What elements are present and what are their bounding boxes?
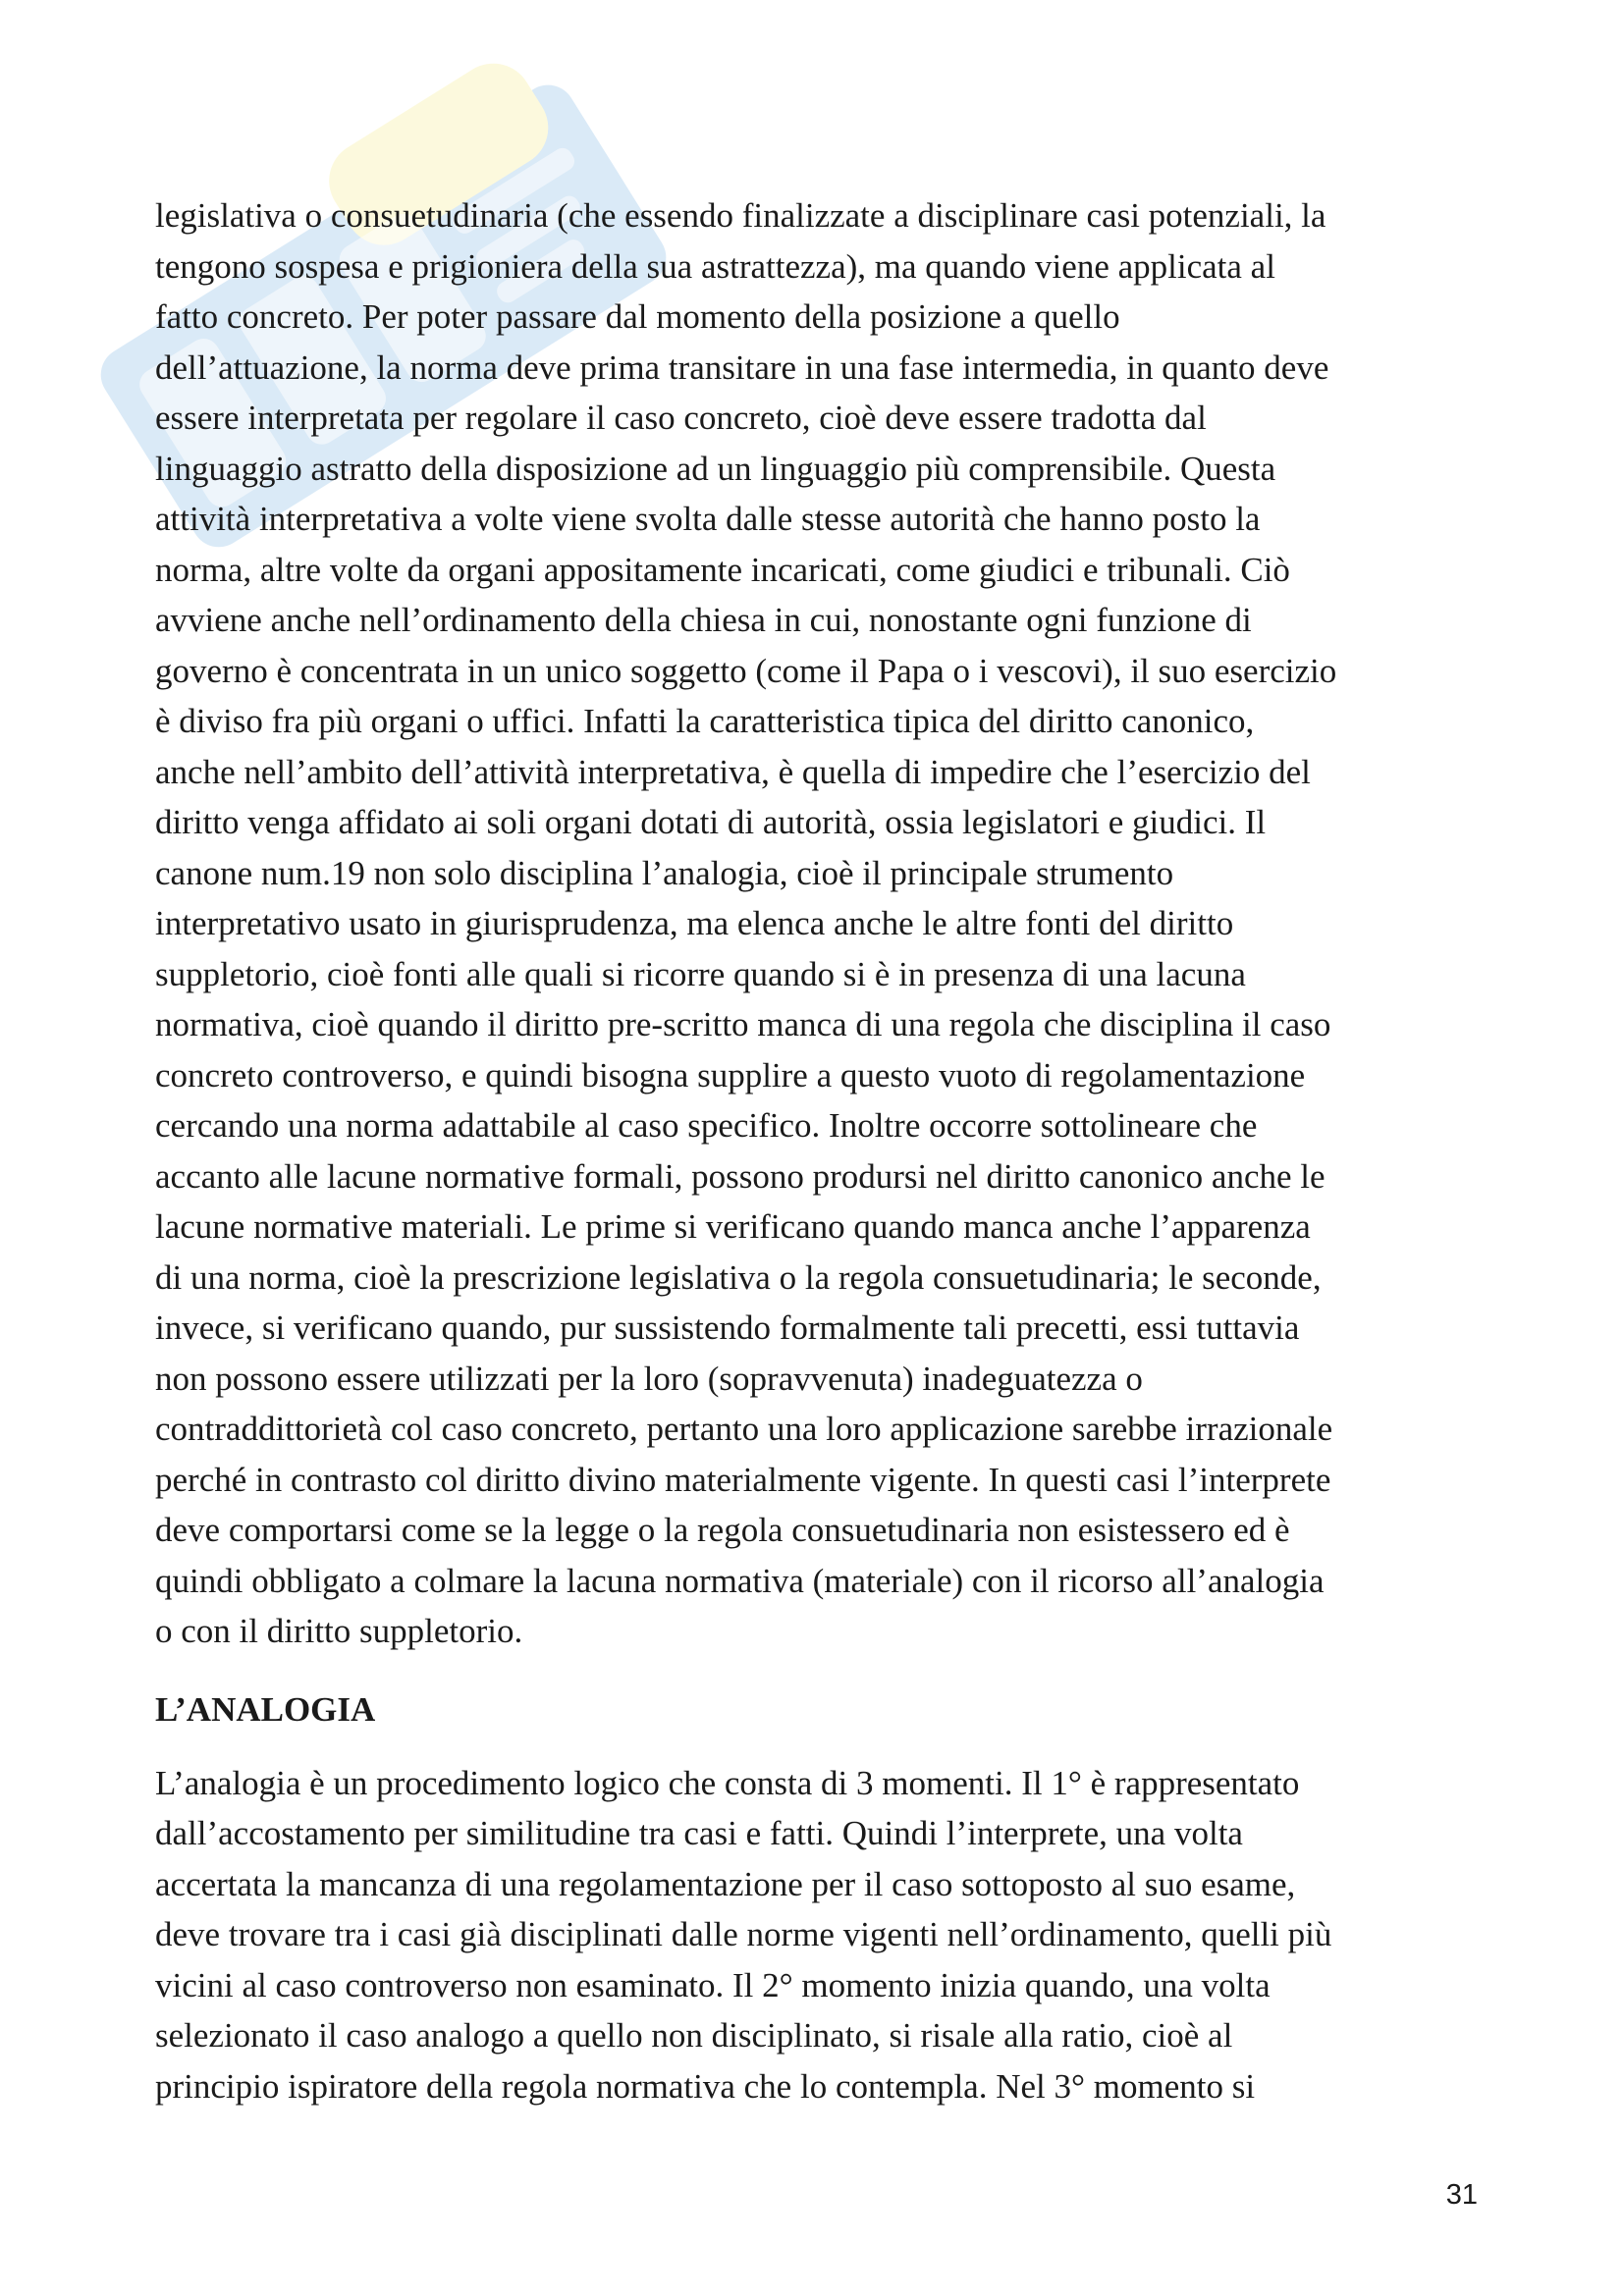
body-paragraph-2: L’analogia è un procedimento logico che consta di 3 momenti. Il 1° è rappresentato dall’accostamento per similitudine tra casi e fatti. Quindi l’interprete, una volta accertata la mancanza di una regolamentazione per il caso sottoposto al suo esame, deve trovare tra i casi già disciplinati dalle norme vigenti nell’ordinamento, quelli più vicini al caso controverso non esaminato. Il 2° momento inizia quando, una volta selezionato il caso analogo a quello non disciplinato, si risale alla ratio, cioè al principio ispiratore della regola normativa che lo contempla. Nel 3° momento si xyxy=(155,1763,1332,2106)
page-number: 31 xyxy=(1445,2179,1478,2211)
body-paragraph-1: legislativa o consuetudinaria (che essendo finalizzate a disciplinare casi potenziali, la tengono sospesa e prigioniera della sua astrattezza), ma quando viene applicata al fatto concreto. Per poter passare dal momento della posizione a quello dell’attuazione, la norma deve prima transitare in una fase intermedia, in quanto deve essere interpretata per regolare il caso concreto, cioè deve essere tradotta dal linguaggio astratto della disposizione ad un linguaggio più comprensibile. Questa attività interpretativa a volte viene svolta dalle stesse autorità che hanno posto la norma, altre volte da organi appositamente incaricati, come giudici e tribunali. Ciò avviene anche nell’ordinamento della chiesa in cui, nonostante ogni funzione di governo è concentrata in un unico soggetto (come il Papa o i vescovi), il suo esercizio è diviso fra più organi o uffici. Infatti la caratteristica tipica del diritto canonico, anche nell’ambito dell’attività interpretativa, è quella di impedire che l’esercizio del diritto venga affidato ai soli organi dotati di autorità, ossia legislatori e giudici. Il canone num.19 non solo disciplina l’analogia, cioè il principale strumento interpretativo usato in giurisprudenza, ma elenca anche le altre fonti del diritto suppletorio, cioè fonti alle quali si ricorre quando si è in presenza di una lacuna normativa, cioè quando il diritto pre-scritto manca di una regola che disciplina il caso concreto controverso, e quindi bisogna supplire a questo vuoto di regolamentazione cercando una norma adattabile al caso specifico. Inoltre occorre sottolineare che accanto alle lacune normative formali, possono prodursi nel diritto canonico anche le lacune normative materiali. Le prime si verificano quando manca anche l’apparenza di una norma, cioè la prescrizione legislativa o la regola consuetudinaria; le seconde, invece, si verificano quando, pur sussistendo formalmente tali precetti, essi tuttavia non possono essere utilizzati per la loro (sopravvenuta) inadeguatezza o contraddittorietà col caso concreto, pertanto una loro applicazione sarebbe irrazionale perché in contrasto col diritto divino materialmente vigente. In questi casi l’interprete deve comportarsi come se la legge o la regola consuetudinaria non esistessero ed è quindi obbligato a colmare la lacuna normativa (materiale) con il ricorso all’analogia o con il diritto suppletorio. xyxy=(155,196,1337,1650)
section-heading: L’ANALOGIA xyxy=(155,1689,376,1729)
document-page xyxy=(155,190,1483,2111)
